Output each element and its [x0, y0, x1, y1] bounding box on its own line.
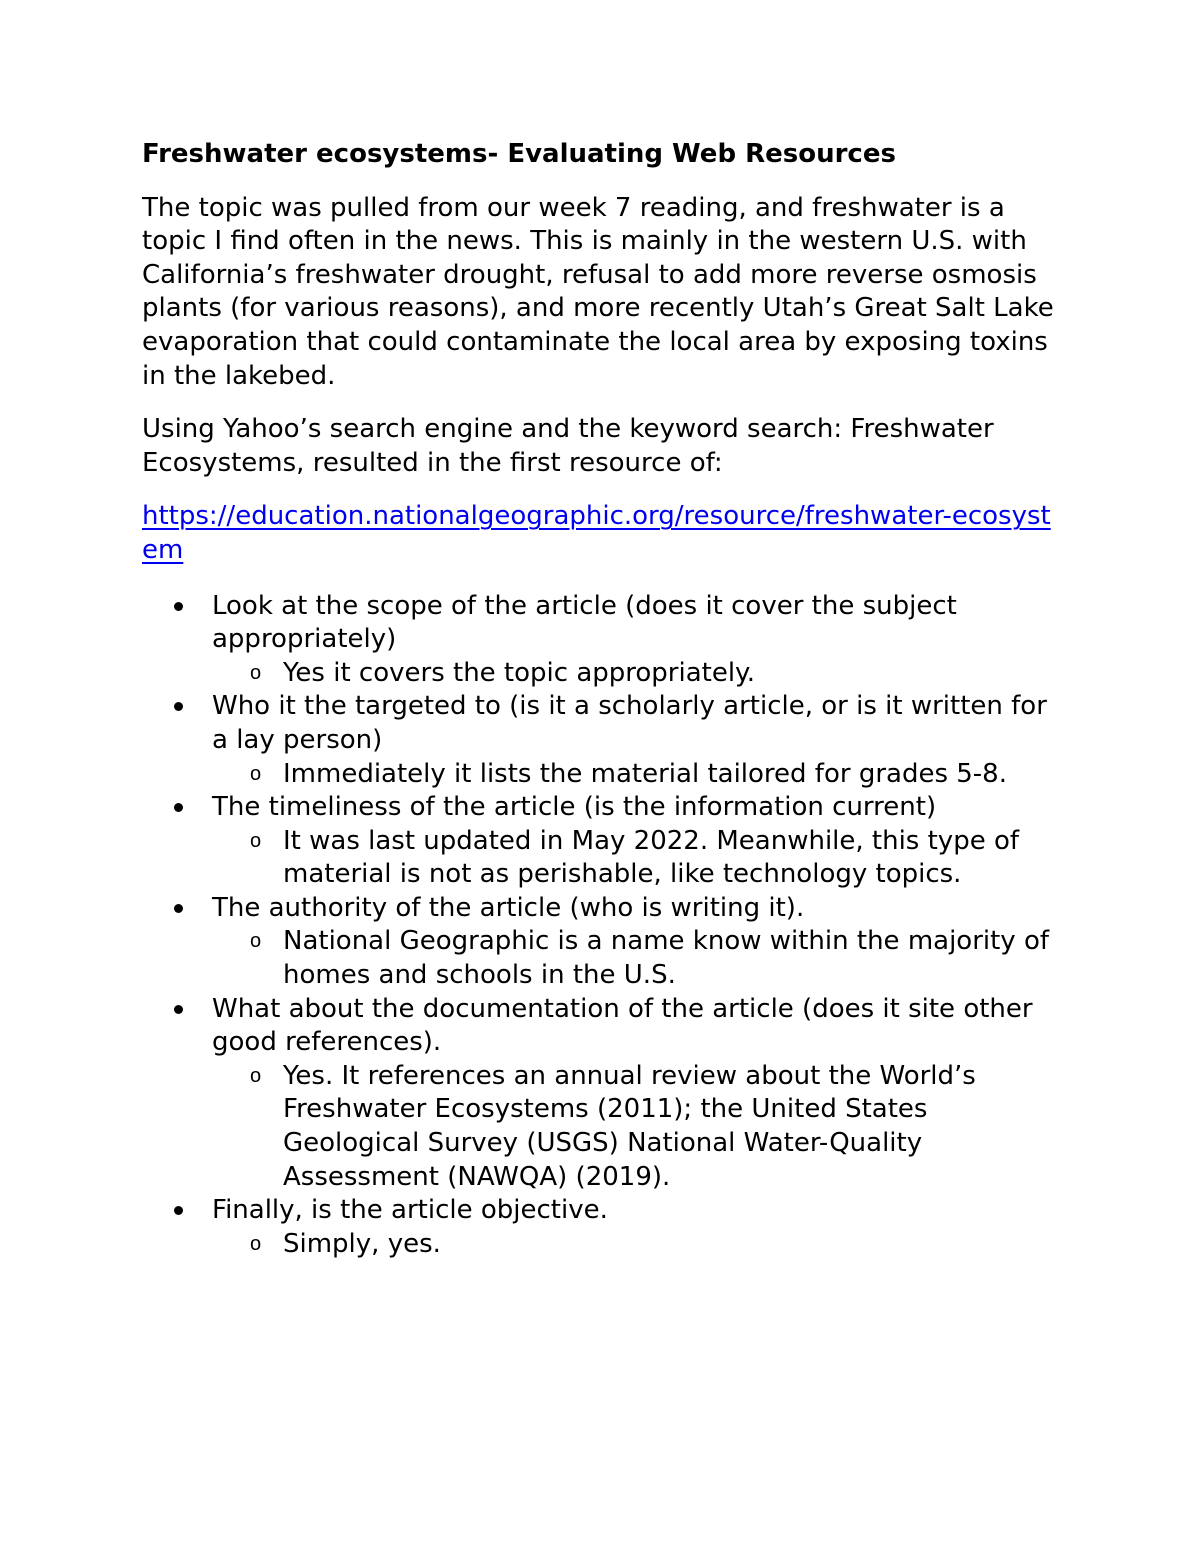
criteria-question: The authority of the article (who is writing it). — [212, 892, 805, 923]
criteria-item-scope — [142, 590, 1062, 691]
criteria-list — [142, 590, 1062, 1262]
circle-bullet-icon: o — [250, 1232, 262, 1255]
bullet-icon — [174, 1005, 183, 1014]
answer-item — [212, 925, 1062, 992]
answer-item — [212, 758, 1062, 792]
document-page — [142, 138, 1062, 1261]
answer-item — [212, 825, 1062, 892]
criteria-question: Finally, is the article objective. — [212, 1195, 608, 1226]
answer-item — [212, 1228, 1062, 1262]
bullet-icon — [174, 904, 183, 913]
answer-list — [212, 825, 1062, 892]
circle-bullet-icon: o — [250, 930, 262, 953]
answer-list — [212, 657, 1062, 691]
criteria-answer: Immediately it lists the material tailored for grades 5-8. — [283, 758, 1007, 789]
circle-bullet-icon: o — [250, 661, 262, 684]
resource-link[interactable]: https://education.nationalgeographic.org/resource/freshwater-ecosystem — [142, 501, 1051, 565]
answer-list — [212, 1060, 1062, 1194]
criteria-question: What about the documentation of the article (does it site other good references). — [212, 993, 1033, 1058]
circle-bullet-icon: o — [250, 762, 262, 785]
circle-bullet-icon: o — [250, 829, 262, 852]
answer-item — [212, 1060, 1062, 1194]
bullet-icon — [174, 1206, 183, 1215]
bullet-icon — [174, 602, 183, 611]
circle-bullet-icon: o — [250, 1064, 262, 1087]
bullet-icon — [174, 702, 183, 711]
answer-list — [212, 1228, 1062, 1262]
criteria-item-authority — [142, 892, 1062, 993]
criteria-answer: Yes it covers the topic appropriately. — [283, 657, 755, 688]
criteria-item-timeliness — [142, 791, 1062, 892]
intro-paragraph: The topic was pulled from our week 7 reading, and freshwater is a topic I find often in the news. This is mainly in the western U.S. with California’s freshwater drought, refusal to add more reverse osmosis plants (for various reasons), and more recently Utah’s Great Salt Lake evaporation that could contaminate the local area by exposing toxins in the lakebed. — [142, 192, 1054, 391]
document-title: Freshwater ecosystems- Evaluating Web Resources — [142, 139, 896, 169]
answer-item — [212, 657, 1062, 691]
criteria-answer: Simply, yes. — [283, 1228, 441, 1259]
criteria-question: Who it the targeted to (is it a scholarly article, or is it written for a lay person) — [212, 691, 1047, 755]
criteria-item-documentation — [142, 993, 1062, 1195]
search-paragraph: Using Yahoo’s search engine and the keyword search: Freshwater Ecosystems, resulted in the first resource of: — [142, 414, 994, 478]
criteria-question: The timeliness of the article (is the information current) — [212, 792, 937, 823]
criteria-answer: National Geographic is a name know within the majority of homes and schools in the U.S. — [283, 926, 1050, 991]
criteria-answer: It was last updated in May 2022. Meanwhile, this type of material is not as perishable, like technology topics. — [283, 825, 1020, 890]
criteria-item-objectivity — [142, 1194, 1062, 1261]
answer-list — [212, 925, 1062, 992]
answer-list — [212, 758, 1062, 792]
bullet-icon — [174, 803, 183, 812]
criteria-question: Look at the scope of the article (does it cover the subject appropriately) — [212, 590, 957, 655]
criteria-item-audience — [142, 690, 1062, 791]
criteria-answer: Yes. It references an annual review about the World’s Freshwater Ecosystems (2011); the United States Geological Survey (USGS) National Water-Quality Assessment (NAWQA) (2019). — [283, 1060, 976, 1192]
